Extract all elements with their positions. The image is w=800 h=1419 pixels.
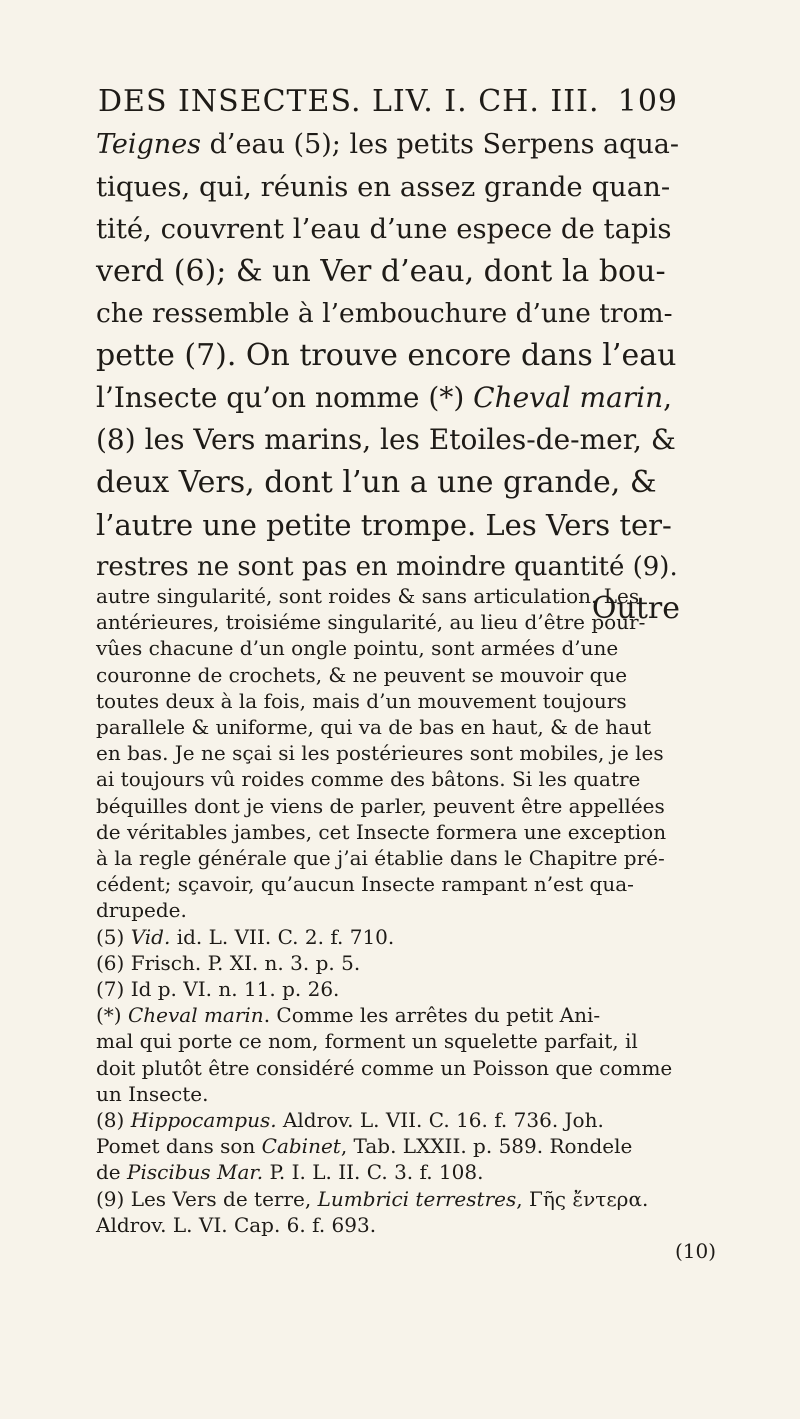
text-line: l’Insecte qu’on nomme (*) Cheval marin, bbox=[96, 381, 673, 415]
main-text bbox=[96, 124, 680, 630]
text-line: tité, couvrent l’eau d’une espece de tapis bbox=[96, 213, 672, 246]
footnote-line: autre singularité, sont roides & sans articulation. Les bbox=[96, 584, 640, 608]
footnote-line: doit plutôt être considéré comme un Poisson que comme bbox=[96, 1055, 673, 1080]
footnote-line: béquilles dont je viens de parler, peuvent être appellées bbox=[96, 793, 665, 818]
footnote-line: drupede. bbox=[96, 898, 187, 923]
footnote-line: de Piscibus Mar. P. I. L. II. C. 3. f. 108. bbox=[96, 1160, 484, 1185]
text-line: tiques, qui, réunis en assez grande quan- bbox=[96, 171, 671, 204]
text-line: restres ne sont pas en moindre quantité (9). bbox=[96, 552, 678, 583]
text-line: pette (7). On trouve encore dans l’eau bbox=[96, 338, 677, 374]
text-line: verd (6); & un Ver d’eau, dont la bou- bbox=[96, 253, 666, 289]
footnote-line: antérieures, troisiéme singularité, au lieu d’être pour- bbox=[96, 610, 646, 635]
text-line: Teignes d’eau (5); les petits Serpens aqua- bbox=[96, 129, 680, 160]
footnote-line: Aldrov. L. VI. Cap. 6. f. 693. bbox=[96, 1212, 377, 1237]
footnote-line: cédent; sçavoir, qu’aucun Insecte rampant n’est qua- bbox=[96, 872, 634, 897]
text-line: che ressemble à l’embouchure d’une trom- bbox=[96, 297, 673, 329]
catchword: (10) bbox=[674, 1239, 716, 1264]
footnote-line: parallele & uniforme, qui va de bas en haut, & de haut bbox=[96, 715, 652, 740]
footnote-9: (9) Les Vers de terre, Lumbrici terrestres, Γῆς ἔντερα. bbox=[96, 1186, 649, 1211]
footnote-line: à la regle générale que j’ai établie dans le Chapitre pré- bbox=[96, 846, 665, 871]
text-line: (8) les Vers marins, les Etoiles-de-mer, & bbox=[96, 423, 676, 457]
text-line: deux Vers, dont l’un a une grande, & bbox=[96, 464, 657, 500]
running-head bbox=[98, 84, 678, 119]
text-line: l’autre une petite trompe. Les Vers ter- bbox=[96, 507, 672, 542]
footnote-line: ai toujours vû roides comme des bâtons. Si les quatre bbox=[96, 767, 641, 792]
footnote-line: en bas. Je ne sçai si les postérieures sont mobiles, je les bbox=[96, 741, 664, 766]
footnote-line: Pomet dans son Cabinet, Tab. LXXII. p. 589. Rondele bbox=[96, 1134, 633, 1159]
footnote-line: vûes chacune d’un ongle pointu, sont armées d’une bbox=[96, 636, 619, 661]
footnote-line: un Insecte. bbox=[96, 1081, 209, 1106]
footnote-7: (7) Id p. VI. n. 11. p. 26. bbox=[96, 977, 340, 1002]
footnote-5: (5) Vid. id. L. VII. C. 2. f. 710. bbox=[96, 924, 395, 949]
footnote-line: couronne de crochets, & ne peuvent se mouvoir que bbox=[96, 662, 628, 687]
footnote-8: (8) Hippocampus. Aldrov. L. VII. C. 16. f. 736. Joh. bbox=[96, 1108, 604, 1133]
footnote-line: de véritables jambes, cet Insecte formera une exception bbox=[96, 819, 667, 844]
footnote-line: mal qui porte ce nom, forment un squelette parfait, il bbox=[96, 1029, 638, 1054]
catchword-outre: Outre bbox=[591, 591, 680, 627]
footnote-line: toutes deux à la fois, mais d’un mouvement toujours bbox=[96, 688, 627, 713]
footnote-star: (*) Cheval marin. Comme les arrêtes du petit Ani- bbox=[96, 1003, 601, 1028]
footnote-6: (6) Frisch. P. XI. n. 3. p. 5. bbox=[96, 950, 361, 975]
running-head-title: DES INSECTES. LIV. I. CH. III. bbox=[98, 84, 600, 119]
page-number: 109 bbox=[617, 84, 678, 119]
footnotes bbox=[96, 583, 716, 1264]
